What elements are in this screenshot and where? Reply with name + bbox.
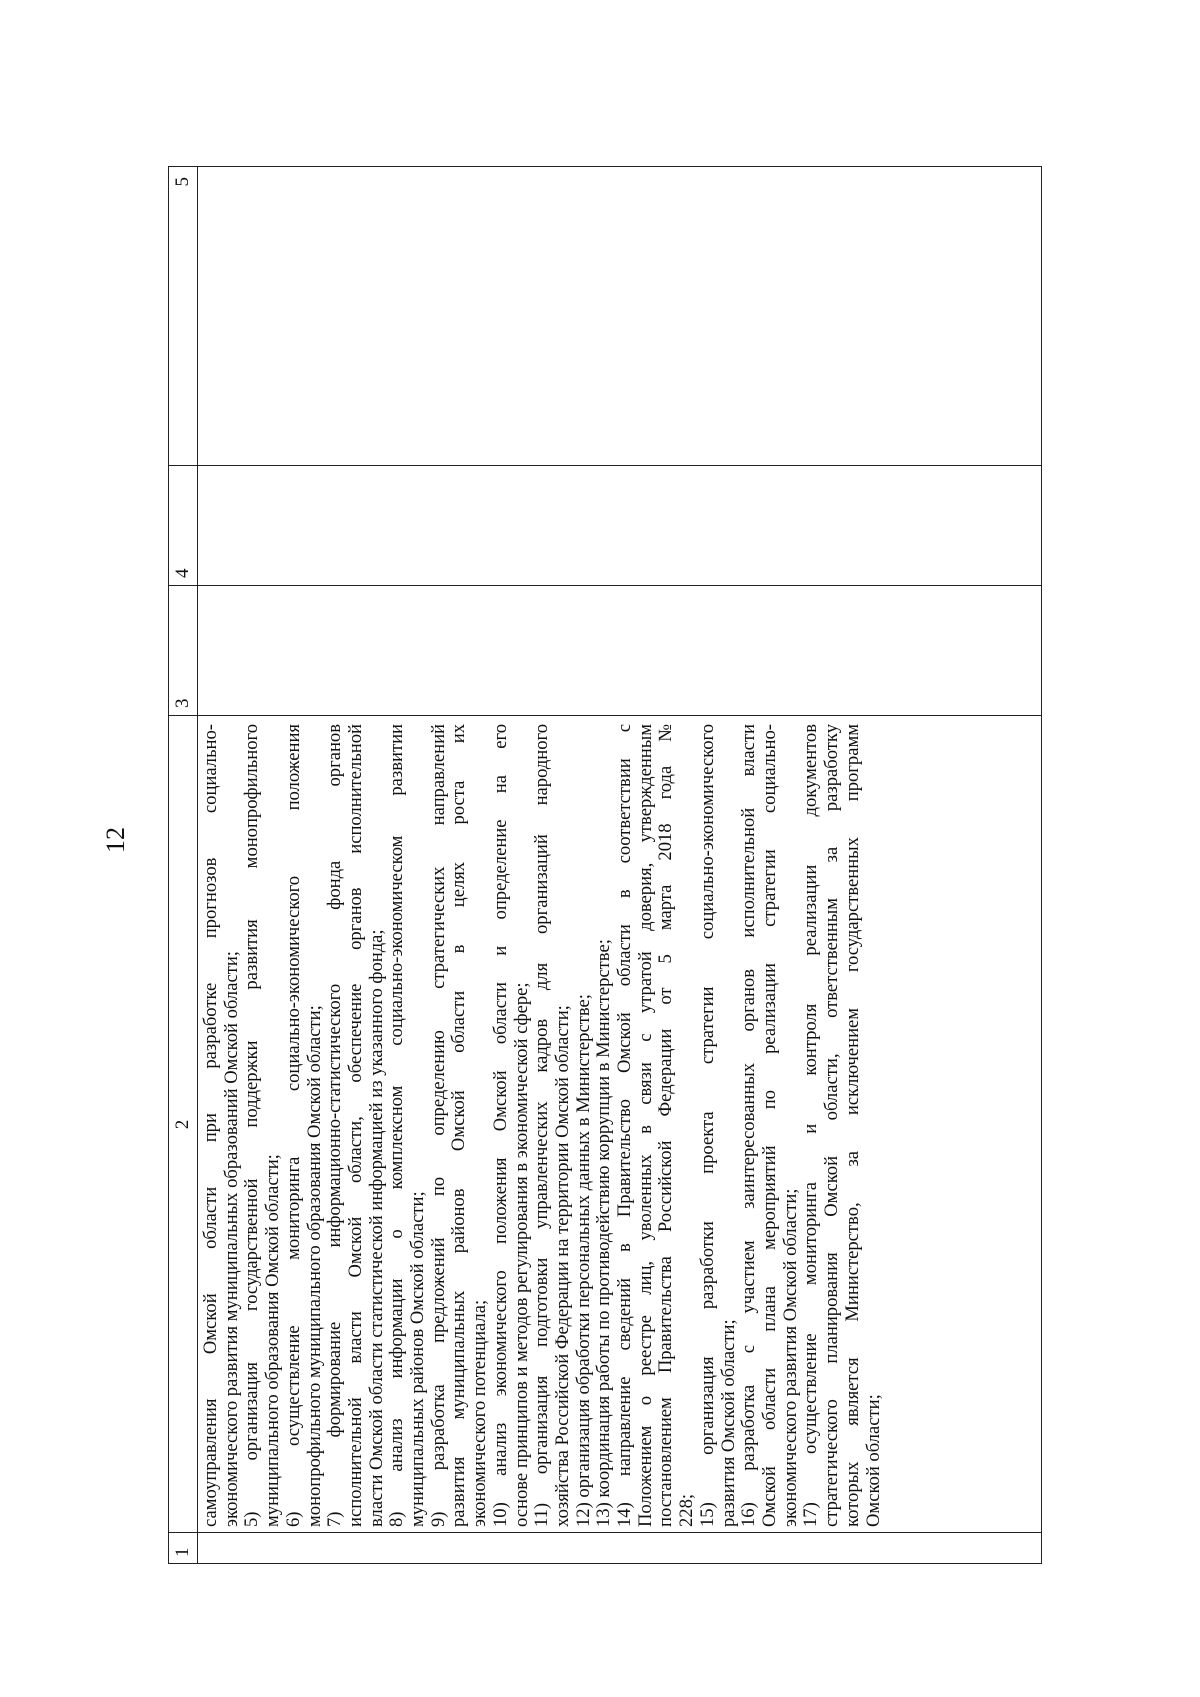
column-divider <box>169 715 1041 716</box>
header-col-3: 3 <box>172 698 193 708</box>
text-line: экономического развития муниципальных образований Омской области; <box>220 951 242 1527</box>
text-line: 7) формирование информационно-статистического фонда органов <box>324 724 346 1527</box>
text-line: 8) анализ информации о комплексном социально-экономическом развитии <box>386 724 408 1527</box>
text-line: монопрофильного муниципального образования Омской области; <box>303 1005 325 1527</box>
text-line: хозяйства Российской Федерации на территории Омской области; <box>551 1005 573 1527</box>
text-line: 9) разработка предложений по определению стратегических направлений <box>427 724 449 1527</box>
text-line: 17) осуществление мониторинга и контроля реализации документов <box>800 724 822 1527</box>
header-col-5: 5 <box>172 177 193 187</box>
text-line: экономического развития Омской области; <box>779 1188 801 1527</box>
text-line: 11) организация подготовки управленческих кадров для организаций народного <box>531 724 553 1527</box>
text-line: экономического потенциала; <box>469 1299 491 1527</box>
text-line: самоуправления Омской области при разработке прогнозов социально- <box>200 724 221 1527</box>
text-line: муниципального образования Омской области; <box>262 1154 284 1527</box>
text-line: Положением о реестре лиц, уволенных в связи с утратой доверия, утвержденным <box>634 724 656 1527</box>
text-line: Омской области; <box>862 1394 884 1527</box>
text-line: стратегического планирования Омской области, ответственным за разработку <box>821 724 843 1527</box>
text-line: развития муниципальных районов Омской области в целях роста их <box>448 724 470 1527</box>
header-col-1: 1 <box>172 1547 193 1557</box>
column-divider <box>169 585 1041 586</box>
text-line: исполнительной власти Омской области, обеспечение органов исполнительной <box>344 724 366 1527</box>
text-line: 15) организация разработки проекта стратегии социально-экономического <box>696 724 718 1527</box>
text-line: основе принципов и методов регулирования в экономической сфере; <box>510 982 532 1527</box>
text-line: 6) осуществление мониторинга социально-экономического положения <box>282 724 304 1527</box>
text-line: 16) разработка с участием заинтересованных органов исполнительной власти <box>738 724 760 1527</box>
text-line: 12) организация обработки персональных данных в Министерстве; <box>572 994 594 1527</box>
text-line: 13) координация работы по противодействию коррупции в Министерстве; <box>593 939 615 1527</box>
text-line: 14) направление сведений в Правительство Омской области в соответствии с <box>614 724 636 1527</box>
text-line: развития Омской области; <box>717 1319 739 1527</box>
text-line: постановлением Правительства Российской Федерации от 5 марта 2018 года № <box>655 724 677 1527</box>
table-header-row <box>169 167 198 1563</box>
column-divider <box>169 465 1041 466</box>
text-line: Омской области плана мероприятий по реализации стратегии социально- <box>758 724 780 1527</box>
column-divider <box>169 1532 1041 1533</box>
header-col-2: 2 <box>172 1119 193 1130</box>
page-number: 12 <box>101 827 130 853</box>
text-line: 228; <box>676 1493 698 1527</box>
text-line: которых является Министерство, за исключением государственных программ <box>841 724 863 1527</box>
text-line: муниципальных районов Омской области; <box>407 1191 429 1527</box>
text-line: власти Омской области статистической информацией из указанного фонда; <box>365 929 387 1527</box>
duties-text-cell <box>201 724 884 1527</box>
header-col-4: 4 <box>172 568 193 578</box>
text-line: 10) анализ экономического положения Омской области и определение на его <box>489 724 511 1527</box>
document-table <box>168 166 1042 1564</box>
text-line: 5) организация государственной поддержки развития монопрофильного <box>241 724 263 1527</box>
